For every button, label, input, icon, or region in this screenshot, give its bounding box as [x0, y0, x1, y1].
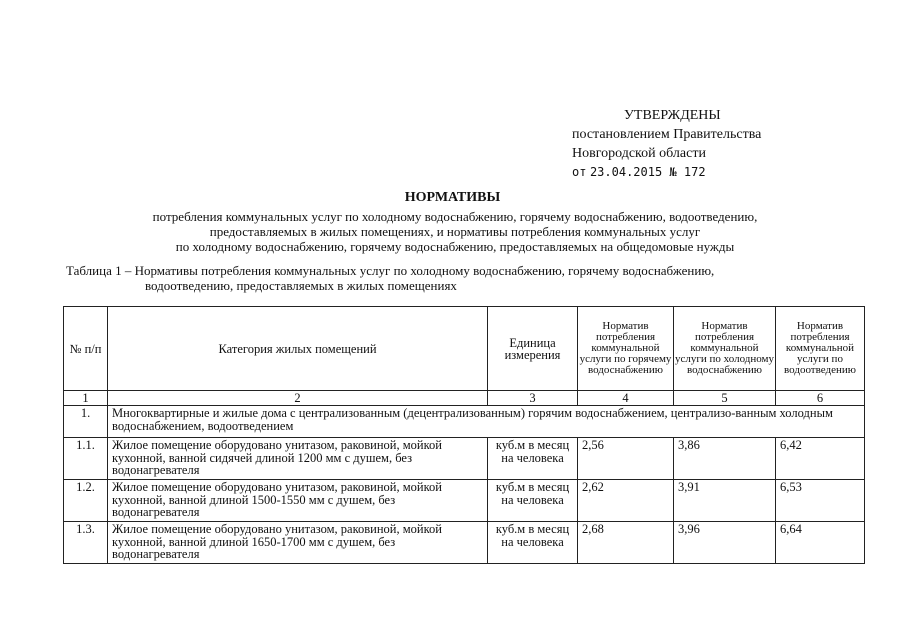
- table-row: [64, 438, 865, 480]
- approval-block: [572, 106, 761, 182]
- col-number-5: 5: [674, 391, 776, 406]
- row-category: Жилое помещение оборудовано унитазом, раковиной, мойкой кухонной, ванной сидячей длиной 1200 мм с душем, без водонагревателя: [108, 438, 488, 480]
- caption-line-1: Таблица 1 – Нормативы потребления коммунальных услуг по холодному водоснабжению, горячему водоснабжению,: [66, 263, 715, 278]
- row-cold-water: 3,96: [674, 522, 776, 564]
- col-number-6: 6: [776, 391, 865, 406]
- col-number-2: 2: [108, 391, 488, 406]
- document-subtitle: [60, 209, 850, 254]
- subtitle-line-3: по холодному водоснабжению, горячему водоснабжению, предоставляемых на общедомовые нужды: [175, 239, 735, 254]
- row-cold-water: 3,91: [674, 480, 776, 522]
- row-no: 1.2.: [64, 480, 108, 522]
- approval-date-prefix: от: [572, 165, 587, 179]
- col-number-4: 4: [578, 391, 674, 406]
- header-category: Категория жилых помещений: [108, 307, 488, 391]
- subtitle-line-2: предоставляемых в жилых помещениях, и нормативы потребления коммунальных услуг: [209, 224, 701, 239]
- header-hot-water: Норматив потребления коммунальной услуги по горячему водоснабжению: [578, 307, 674, 391]
- row-hot-water: 2,62: [578, 480, 674, 522]
- row-drainage: 6,42: [776, 438, 865, 480]
- table-row: [64, 480, 865, 522]
- header-unit: Единица измерения: [488, 307, 578, 391]
- approval-date: [572, 163, 761, 182]
- section-text: Многоквартирные и жилые дома с централизованным (децентрализованным) горячим водоснабжением, централизо-ванным холодным водоснабжением, водоотведением: [108, 406, 865, 438]
- document-title: НОРМАТИВЫ: [404, 190, 501, 205]
- col-number-1: 1: [64, 391, 108, 406]
- section-row: [64, 406, 865, 438]
- row-category: Жилое помещение оборудовано унитазом, раковиной, мойкой кухонной, ванной длиной 1500-1550 мм с душем, без водонагревателя: [108, 480, 488, 522]
- col-number-3: 3: [488, 391, 578, 406]
- row-hot-water: 2,56: [578, 438, 674, 480]
- approval-line-1: постановлением Правительства: [572, 127, 762, 142]
- row-no: 1.3.: [64, 522, 108, 564]
- row-category: Жилое помещение оборудовано унитазом, раковиной, мойкой кухонной, ванной длиной 1650-1700 мм с душем, без водонагревателя: [108, 522, 488, 564]
- row-unit: куб.м в месяц на человека: [488, 480, 578, 522]
- row-unit: куб.м в месяц на человека: [488, 522, 578, 564]
- header-drainage: Норматив потребления коммунальной услуги по водоотведению: [776, 307, 865, 391]
- column-number-row: [64, 391, 865, 406]
- approval-line-2: Новгородской области: [572, 146, 706, 161]
- approval-date-value: 23.04.2015 № 172: [589, 165, 706, 179]
- table-caption: [66, 263, 866, 293]
- row-no: 1.1.: [64, 438, 108, 480]
- row-cold-water: 3,86: [674, 438, 776, 480]
- table-header-row: [64, 307, 865, 391]
- section-no: 1.: [64, 406, 108, 438]
- subtitle-line-1: потребления коммунальных услуг по холодному водоснабжению, горячему водоснабжению, водоотведению,: [152, 209, 758, 224]
- header-no: № п/п: [64, 307, 108, 391]
- table-row: [64, 522, 865, 564]
- approval-stamp: УТВЕРЖДЕНЫ: [624, 108, 721, 123]
- row-unit: куб.м в месяц на человека: [488, 438, 578, 480]
- row-drainage: 6,53: [776, 480, 865, 522]
- norms-table: [63, 306, 865, 564]
- row-drainage: 6,64: [776, 522, 865, 564]
- caption-line-2: водоотведению, предоставляемых в жилых помещениях: [145, 278, 457, 293]
- row-hot-water: 2,68: [578, 522, 674, 564]
- header-cold-water: Норматив потребления коммунальной услуги по холодному водоснабжению: [674, 307, 776, 391]
